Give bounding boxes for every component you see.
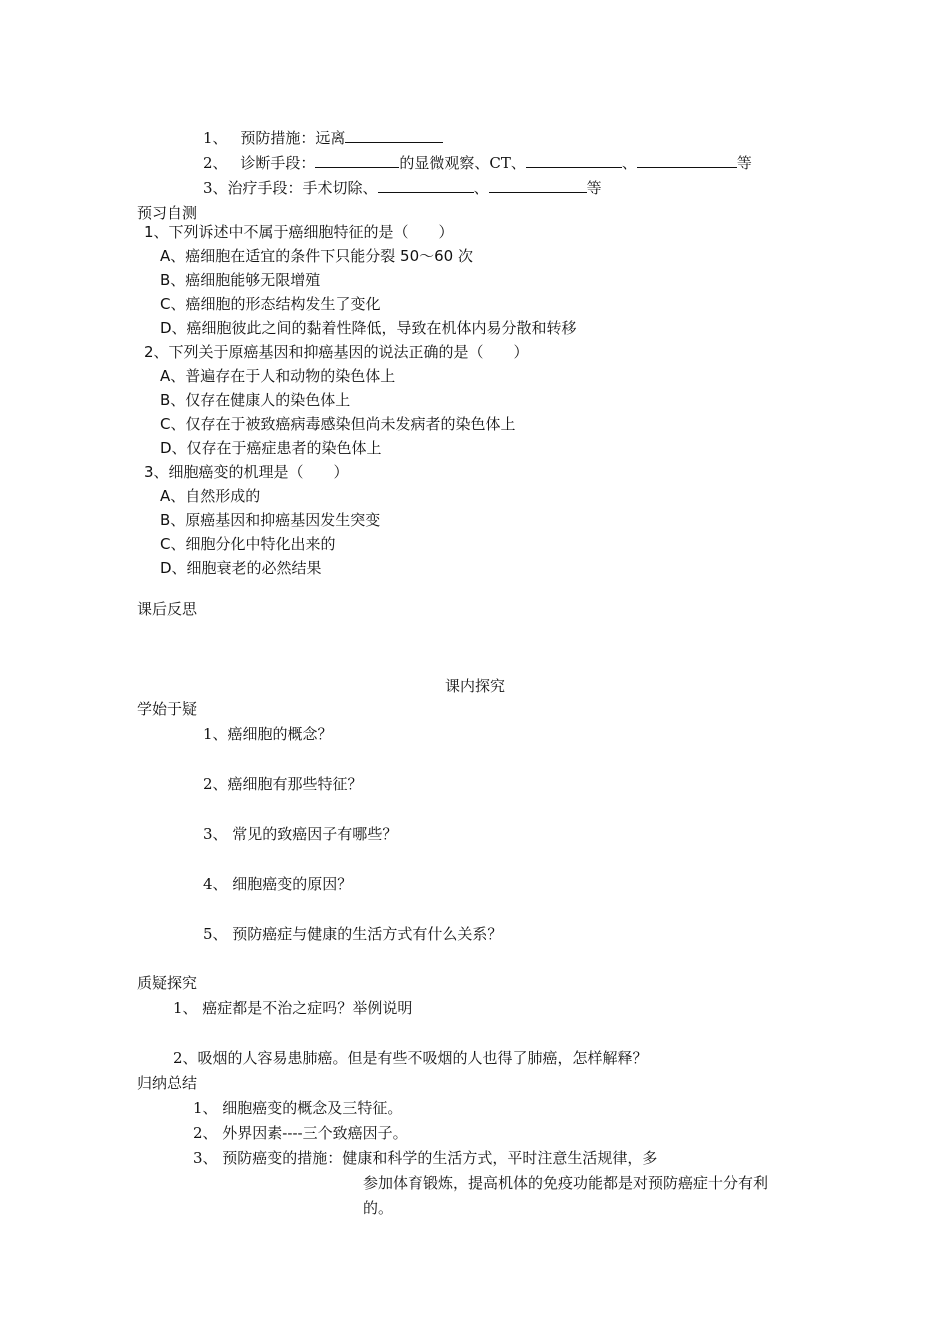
answer-blank[interactable] [315, 153, 399, 168]
section-title-summary: 归纳总结 [137, 1074, 198, 1092]
question-option[interactable]: B、仅存在健康人的染色体上 [160, 391, 351, 409]
summary-item: 2、 外界因素----三个致癌因子。 [193, 1124, 408, 1142]
question-option[interactable]: B、癌细胞能够无限增殖 [160, 271, 321, 289]
learn-question: 4、 细胞癌变的原因？ [203, 875, 353, 893]
question-option[interactable]: B、原癌基因和抑癌基因发生突变 [160, 511, 381, 529]
question-option[interactable]: C、癌细胞的形态结构发生了变化 [160, 295, 381, 313]
item-number: 1、 [203, 129, 228, 147]
section-title-learn: 学始于疑 [137, 700, 198, 718]
item-label: 治疗手段：手术切除、 [227, 179, 378, 197]
answer-blank[interactable] [526, 153, 622, 168]
learn-question: 5、 预防癌症与健康的生活方式有什么关系？ [203, 925, 503, 943]
item-number: 3、 [203, 179, 228, 197]
answer-blank[interactable] [637, 153, 737, 168]
question-option[interactable]: A、普遍存在于人和动物的染色体上 [160, 367, 396, 385]
answer-blank[interactable] [345, 128, 443, 143]
summary-continuation: 的。 [363, 1199, 394, 1217]
question-stem: 3、细胞癌变的机理是（ ） [144, 463, 349, 481]
inquiry-question: 2、吸烟的人容易患肺癌。但是有些不吸烟的人也得了肺癌，怎样解释？ [173, 1049, 648, 1067]
item-label: 预防措施：远离 [240, 129, 346, 147]
question-option[interactable]: A、癌细胞在适宜的条件下只能分裂 50～60 次 [160, 247, 473, 265]
question-option[interactable]: C、细胞分化中特化出来的 [160, 535, 336, 553]
item-text: 、 [621, 154, 637, 172]
learn-question: 1、癌细胞的概念？ [203, 725, 333, 743]
section-title-preview: 预习自测 [137, 204, 198, 222]
top-item-1 [203, 128, 443, 148]
item-text: 等 [586, 179, 602, 197]
item-number: 2、 [203, 154, 228, 172]
item-label: 诊断手段： [240, 154, 316, 172]
item-text: 、 [473, 179, 489, 197]
section-heading-inclass: 课内探究 [444, 677, 505, 695]
learn-question: 3、 常见的致癌因子有哪些？ [203, 825, 398, 843]
question-stem: 2、下列关于原癌基因和抑癌基因的说法正确的是（ ） [144, 343, 529, 361]
top-item-2 [203, 153, 752, 173]
item-text: 等 [736, 154, 752, 172]
answer-blank[interactable] [489, 178, 587, 193]
section-title-inquiry: 质疑探究 [137, 974, 198, 992]
question-option[interactable]: D、癌细胞彼此之间的黏着性降低，导致在机体内易分散和转移 [160, 319, 577, 337]
summary-item: 3、 预防癌变的措施：健康和科学的生活方式，平时注意生活规律，多 [193, 1149, 658, 1167]
question-option[interactable]: D、细胞衰老的必然结果 [160, 559, 322, 577]
section-title-reflection: 课后反思 [137, 600, 198, 618]
answer-blank[interactable] [378, 178, 474, 193]
summary-item: 1、 细胞癌变的概念及三特征。 [193, 1099, 403, 1117]
question-stem: 1、下列诉述中不属于癌细胞特征的是（ ） [144, 223, 454, 241]
inquiry-question: 1、 癌症都是不治之症吗？举例说明 [173, 999, 413, 1017]
learn-question: 2、癌细胞有那些特征？ [203, 775, 363, 793]
question-option[interactable]: A、自然形成的 [160, 487, 261, 505]
question-option[interactable]: D、仅存在于癌症患者的染色体上 [160, 439, 382, 457]
summary-continuation: 参加体育锻炼，提高机体的免疫功能都是对预防癌症十分有利 [363, 1174, 769, 1192]
item-text: 的显微观察、CT、 [399, 154, 526, 172]
top-item-3 [203, 178, 602, 198]
question-option[interactable]: C、仅存在于被致癌病毒感染但尚未发病者的染色体上 [160, 415, 516, 433]
